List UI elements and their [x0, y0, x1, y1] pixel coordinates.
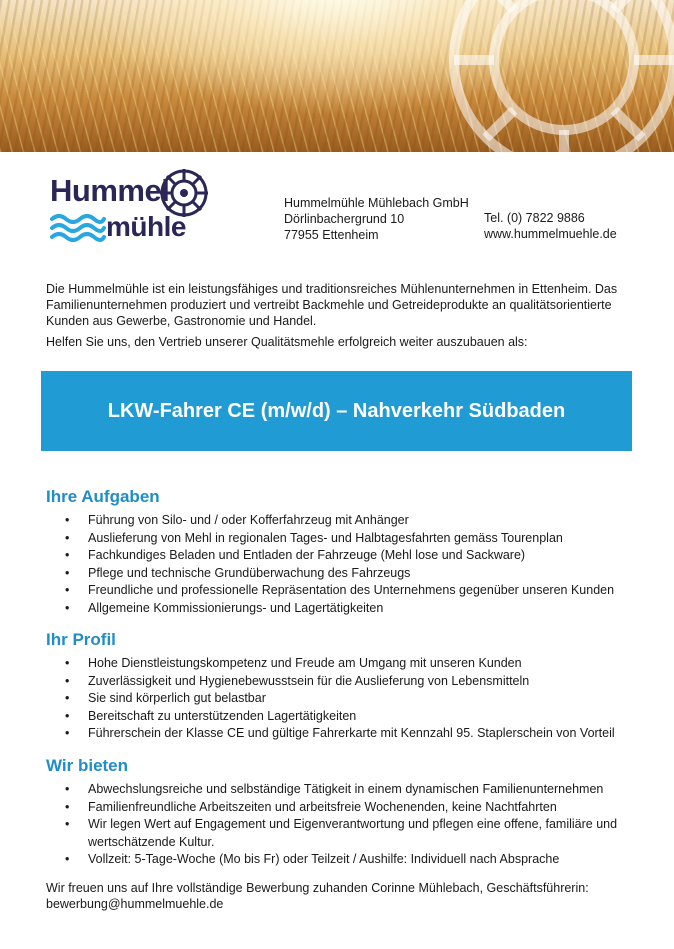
list-item: • Sie sind körperlich gut belastbar	[46, 690, 646, 708]
list-item: • Wir legen Wert auf Engagement und Eigenverantwortung und pflegen eine offene, familiäre und wertschätzende Kultur.	[46, 816, 628, 851]
section-heading: Ihr Profil	[46, 630, 116, 649]
bullet-list	[46, 781, 646, 869]
list-item: • Vollzeit: 5-Tage-Woche (Mo bis Fr) oder Teilzeit / Aushilfe: Individuell nach Absprache	[46, 851, 646, 869]
list-item: • Zuverlässigkeit und Hygienebewusstsein für die Auslieferung von Lebensmitteln	[46, 673, 646, 691]
list-item: • Familienfreundliche Arbeitszeiten und arbeitsfreie Wochenenden, keine Nachtfahrten	[46, 799, 646, 817]
section-profil	[46, 630, 646, 743]
wheat-field-banner	[0, 0, 674, 152]
list-item: • Auslieferung von Mehl in regionalen Tages- und Halbtagesfahrten gemäss Tourenplan	[46, 530, 646, 548]
mill-wheel-watermark-icon	[434, 0, 674, 152]
logo-text-muehle: mühle	[106, 211, 186, 242]
company-website-link[interactable]: www.hummelmuehle.de	[484, 227, 617, 241]
list-item: • Hohe Dienstleistungskompetenz und Freude am Umgang mit unseren Kunden	[46, 655, 646, 673]
water-waves-icon	[50, 213, 106, 243]
logo-text-hummel: Hummel	[50, 173, 170, 208]
company-address	[284, 195, 469, 243]
closing-text	[46, 880, 646, 912]
section-heading: Ihre Aufgaben	[46, 487, 160, 506]
list-item: • Freundliche und professionelle Repräsentation des Unternehmens gegenüber unseren Kunden	[46, 582, 646, 600]
closing-line: Wir freuen uns auf Ihre vollständige Bewerbung zuhanden Corinne Mühlebach, Geschäftsführerin:	[46, 881, 589, 895]
job-title-banner	[41, 371, 632, 451]
application-email-link[interactable]: bewerbung@hummelmuehle.de	[46, 897, 224, 911]
list-item: • Pflege und technische Grundüberwachung des Fahrzeugs	[46, 565, 646, 583]
job-title: LKW-Fahrer CE (m/w/d) – Nahverkehr Südbaden	[107, 399, 566, 422]
bullet-list	[46, 512, 646, 617]
list-item: • Führerschein der Klasse CE und gültige Fahrerkarte mit Kennzahl 95. Staplerschein von Vorteil	[46, 725, 646, 743]
intro-paragraph: Die Hummelmühle ist ein leistungsfähiges und traditionsreiches Mühlenunternehmen in Ettenheim. Das Familienunternehmen produziert und vertreibt Backmehle und Getreideprodukte an qualitätsorientierte Kunden aus Gewerbe, Gastronomie und Handel.	[46, 282, 618, 328]
company-city: 77955 Ettenheim	[284, 228, 379, 242]
intro-text	[46, 281, 630, 350]
list-item: • Führung von Silo- und / oder Kofferfahrzeug mit Anhänger	[46, 512, 646, 530]
list-item: • Bereitschaft zu unterstützenden Lagertätigkeiten	[46, 708, 646, 726]
company-phone: Tel. (0) 7822 9886	[484, 211, 585, 225]
company-street: Dörlinbachergrund 10	[284, 212, 405, 226]
section-heading: Wir bieten	[46, 756, 129, 775]
section-aufgaben	[46, 487, 646, 617]
bullet-list	[46, 655, 646, 743]
company-name: Hummelmühle Mühlebach GmbH	[284, 196, 469, 210]
list-item: • Fachkundiges Beladen und Entladen der Fahrzeuge (Mehl lose und Sackware)	[46, 547, 646, 565]
company-logo	[50, 165, 220, 245]
list-item: • Abwechslungsreiche und selbständige Tätigkeit in einem dynamischen Familienunternehmen	[46, 781, 646, 799]
list-item: • Allgemeine Kommissionierungs- und Lagertätigkeiten	[46, 600, 646, 618]
intro-call-to-action: Helfen Sie uns, den Vertrieb unserer Qualitätsmehle erfolgreich weiter auszubauen als:	[46, 335, 528, 349]
company-contact	[484, 210, 617, 242]
section-wir-bieten	[46, 756, 646, 869]
